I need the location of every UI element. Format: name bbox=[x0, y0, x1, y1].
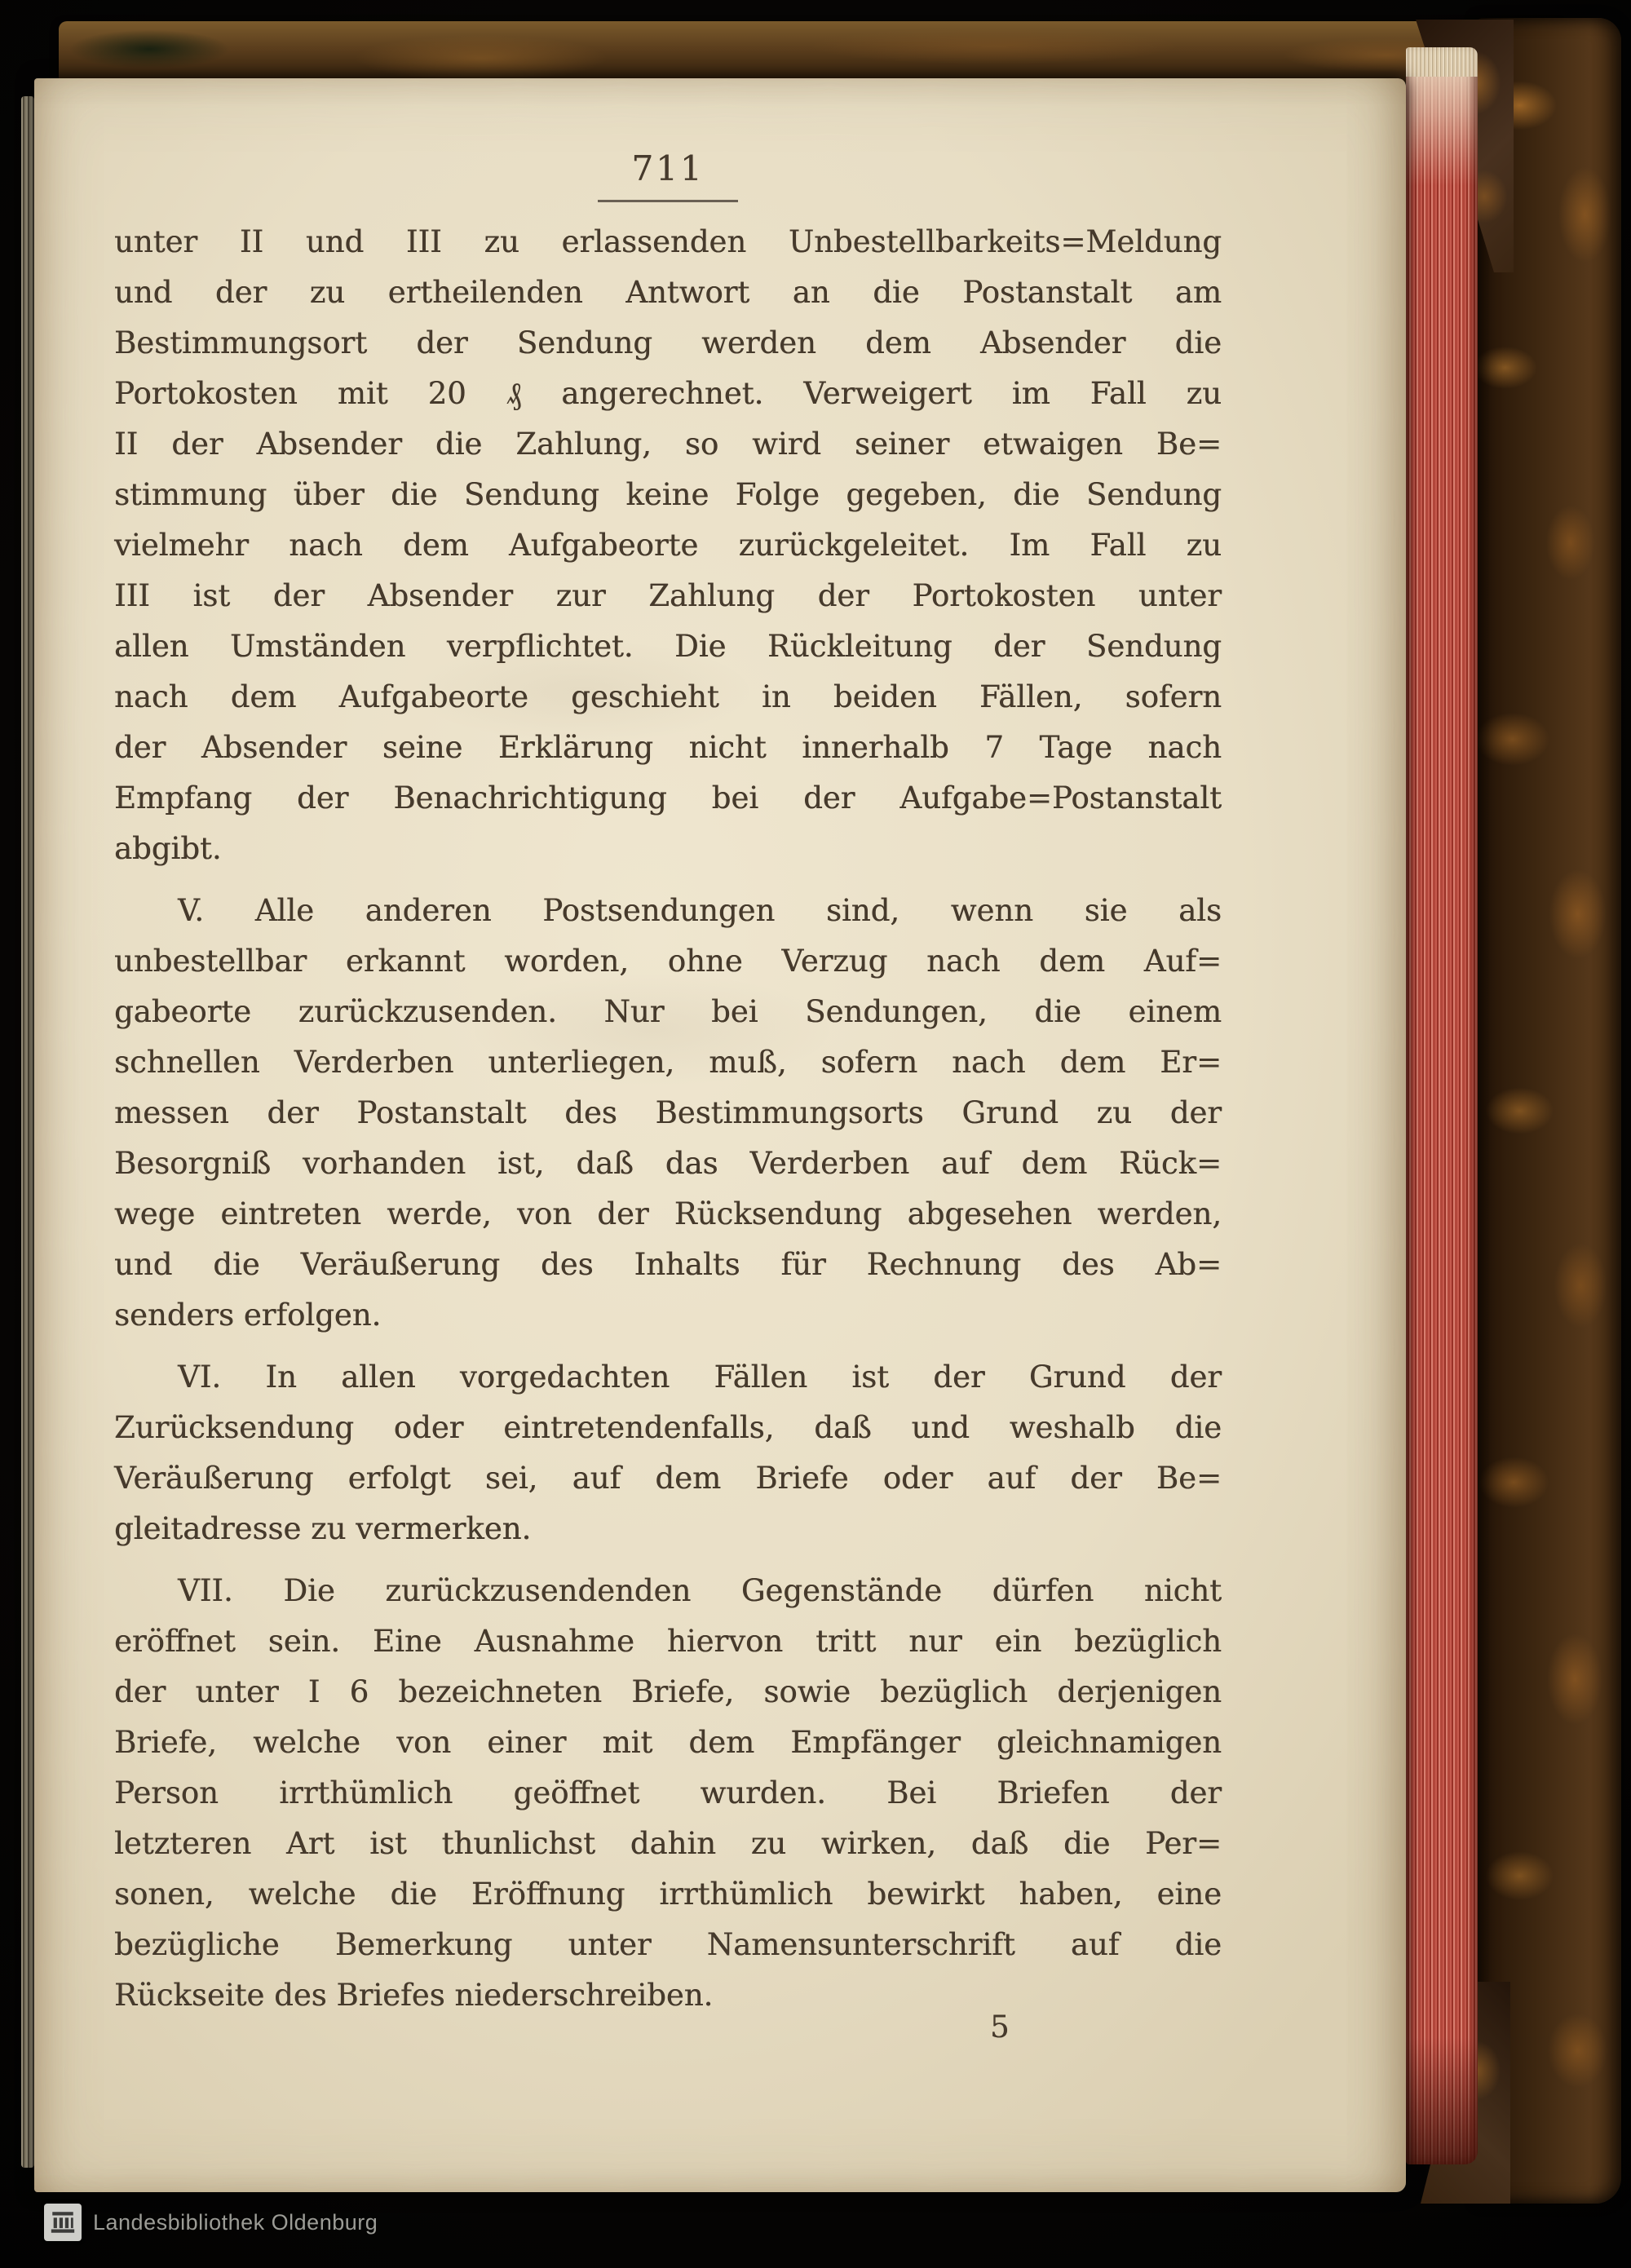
text-line: gleitadresse zu vermerken. bbox=[114, 1511, 532, 1546]
left-page-edges bbox=[21, 96, 34, 2168]
text-line: allen Umständen verpflichtet. Die Rückleitung der Sendung bbox=[114, 629, 1222, 664]
paragraph bbox=[114, 886, 1222, 1341]
text-line: stimmung über die Sendung keine Folge gegeben, die Sendung bbox=[114, 477, 1222, 512]
text-line: messen der Postanstalt des Bestimmungsorts Grund zu der bbox=[114, 1095, 1222, 1130]
body-text bbox=[114, 217, 1222, 2032]
paragraph bbox=[114, 1352, 1222, 1554]
text-line: vielmehr nach dem Aufgabeorte zurückgeleitet. Im Fall zu bbox=[114, 528, 1222, 563]
text-line: letzteren Art ist thunlichst dahin zu wirken, daß die Per= bbox=[114, 1826, 1222, 1861]
page-number-underline bbox=[598, 200, 738, 202]
text-line: Briefe, welche von einer mit dem Empfänger gleichnamigen bbox=[114, 1725, 1222, 1760]
page-number: 711 bbox=[631, 148, 705, 188]
text-line: und die Veräußerung des Inhalts für Rechnung des Ab= bbox=[114, 1247, 1222, 1282]
book-spine-leather bbox=[1476, 18, 1621, 2204]
paragraph bbox=[114, 217, 1222, 874]
page-header bbox=[114, 148, 1222, 202]
text-line: Portokosten mit 20 ₰ angerechnet. Verweigert im Fall zu bbox=[114, 376, 1222, 411]
text-line: Besorgniß vorhanden ist, daß das Verderben auf dem Rück= bbox=[114, 1146, 1222, 1181]
text-line: unter II und III zu erlassenden Unbestellbarkeits=Meldung bbox=[114, 224, 1222, 259]
text-line: schnellen Verderben unterliegen, muß, sofern nach dem Er= bbox=[114, 1045, 1222, 1080]
text-line: bezügliche Bemerkung unter Namensunterschrift auf die bbox=[114, 1927, 1222, 1962]
text-line: der unter I 6 bezeichneten Briefe, sowie bezüglich derjenigen bbox=[114, 1674, 1222, 1709]
book-top-cover-edge bbox=[59, 21, 1567, 83]
text-line: VII. Die zurückzusendenden Gegenstände dürfen nicht bbox=[178, 1573, 1222, 1608]
text-line: Empfang der Benachrichtigung bei der Aufgabe=Postanstalt bbox=[114, 780, 1222, 816]
text-line: nach dem Aufgabeorte geschieht in beiden Fällen, sofern bbox=[114, 679, 1222, 714]
library-watermark bbox=[44, 2204, 378, 2241]
text-line: sonen, welche die Eröffnung irrthümlich bewirkt haben, eine bbox=[114, 1877, 1222, 1912]
text-line: III ist der Absender zur Zahlung der Portokosten unter bbox=[114, 578, 1222, 613]
library-building-icon bbox=[44, 2204, 82, 2241]
text-line: gabeorte zurückzusenden. Nur bei Sendungen, die einem bbox=[114, 994, 1222, 1029]
text-line: eröffnet sein. Eine Ausnahme hiervon tritt nur ein bezüglich bbox=[114, 1624, 1222, 1659]
page-edges-top-cap bbox=[1406, 47, 1478, 77]
text-line: der Absender seine Erklärung nicht innerhalb 7 Tage nach bbox=[114, 730, 1222, 765]
sheet-signature-number: 5 bbox=[990, 2009, 1010, 2045]
text-line: VI. In allen vorgedachten Fällen ist der Grund der bbox=[178, 1359, 1222, 1395]
book-page bbox=[34, 78, 1406, 2192]
text-line: Veräußerung erfolgt sei, auf dem Briefe oder auf der Be= bbox=[114, 1461, 1222, 1496]
text-line: Zurücksendung oder eintretendenfalls, daß und weshalb die bbox=[114, 1410, 1222, 1445]
text-line: abgibt. bbox=[114, 831, 222, 866]
text-line: V. Alle anderen Postsendungen sind, wenn sie als bbox=[178, 893, 1222, 928]
text-line: II der Absender die Zahlung, so wird seiner etwaigen Be= bbox=[114, 427, 1222, 462]
text-line: Rückseite des Briefes niederschreiben. bbox=[114, 1978, 714, 2013]
library-watermark-label: Landesbibliothek Oldenburg bbox=[93, 2209, 378, 2235]
text-line: unbestellbar erkannt worden, ohne Verzug nach dem Auf= bbox=[114, 944, 1222, 979]
text-line: wege eintreten werde, von der Rücksendung abgesehen werden, bbox=[114, 1196, 1222, 1231]
text-line: senders erfolgen. bbox=[114, 1298, 382, 1333]
paragraph bbox=[114, 1566, 1222, 2021]
text-line: Bestimmungsort der Sendung werden dem Absender die bbox=[114, 325, 1222, 360]
red-page-edges bbox=[1406, 47, 1478, 2164]
text-line: Person irrthümlich geöffnet wurden. Bei Briefen der bbox=[114, 1775, 1222, 1810]
text-line: und der zu ertheilenden Antwort an die Postanstalt am bbox=[114, 275, 1222, 310]
